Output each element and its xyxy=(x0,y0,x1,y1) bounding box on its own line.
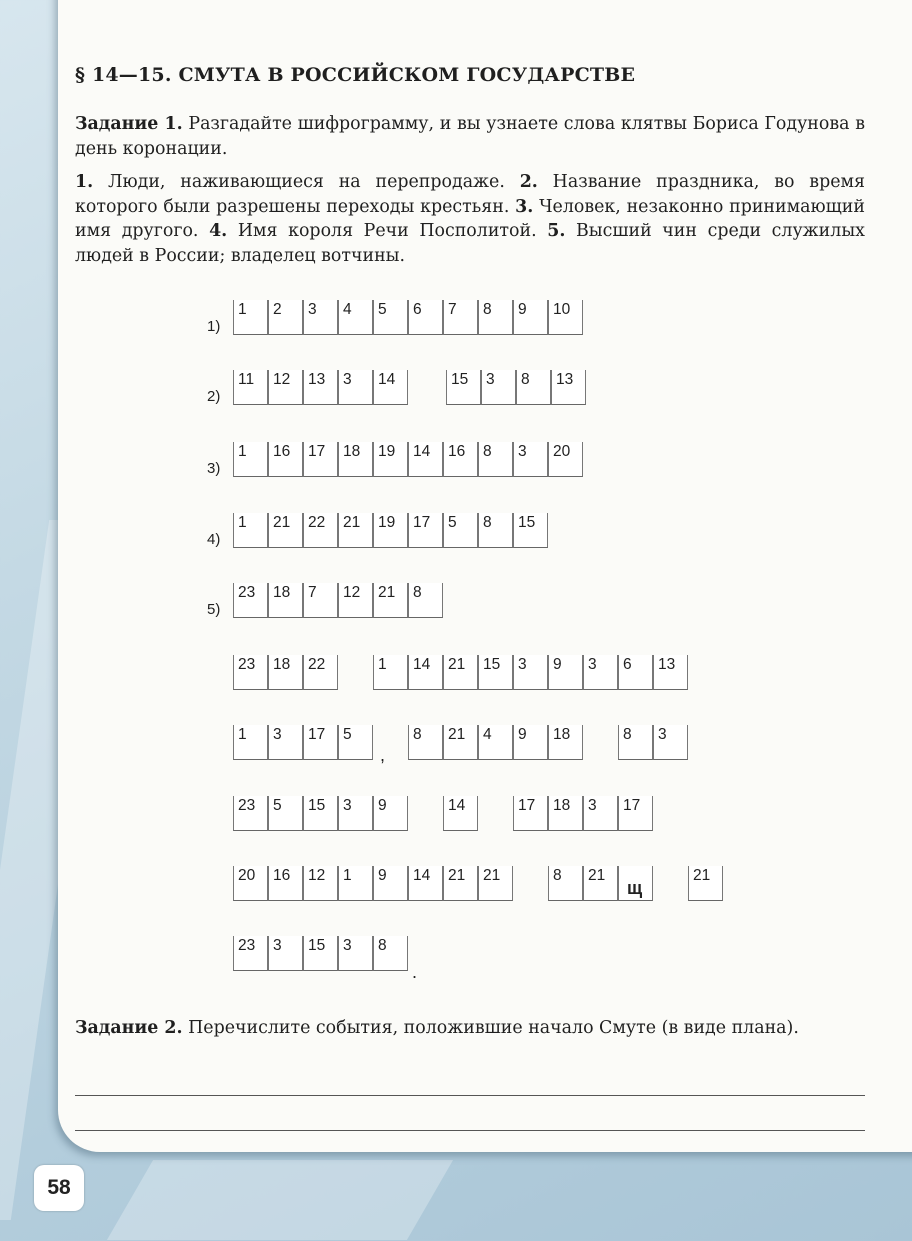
cipher-cell: 8 xyxy=(548,866,583,901)
clue-text: Люди, наживающиеся на перепродаже. xyxy=(93,172,520,192)
cipher-cell: 1 xyxy=(233,725,268,760)
cipher-cell: 14 xyxy=(408,655,443,690)
cipher-cell: 7 xyxy=(303,583,338,618)
cipher-cell: 12 xyxy=(338,583,373,618)
punctuation-mark: , xyxy=(380,745,386,765)
cipher-cell: 9 xyxy=(373,866,408,901)
cipher-cell: 22 xyxy=(303,655,338,690)
cipher-cell: 23 xyxy=(233,655,268,690)
cipher-cell: 19 xyxy=(373,442,408,477)
cipher-cell: 3 xyxy=(338,370,373,405)
cipher-cell: 15 xyxy=(303,796,338,831)
cipher-cell: 15 xyxy=(446,370,481,405)
answer-line xyxy=(75,1130,865,1131)
cipher-cell: 14 xyxy=(373,370,408,405)
cipher-cell: 4 xyxy=(338,300,373,335)
cipher-cell: 16 xyxy=(268,866,303,901)
clue-list xyxy=(75,170,865,268)
cipher-cell: 8 xyxy=(373,936,408,971)
cipher-cell: 22 xyxy=(303,513,338,548)
task-2-instruction: Перечислите события, положившие начало Смуте (в виде плана). xyxy=(182,1018,799,1038)
row-number-label: 3) xyxy=(207,460,221,477)
clue-text: Человек, незаконно принимающий имя другого. xyxy=(75,196,865,241)
cipher-cell: 18 xyxy=(268,655,303,690)
task-1-text xyxy=(75,112,865,161)
row-number-label: 5) xyxy=(207,601,221,618)
task-2-text xyxy=(75,1016,865,1041)
task-1-label: Задание 1. xyxy=(75,114,183,134)
clue-number: 2. xyxy=(519,172,538,192)
cipher-cell: 1 xyxy=(338,866,373,901)
cipher-cell: 17 xyxy=(513,796,548,831)
background-streak xyxy=(107,1160,453,1240)
cipher-cell: 11 xyxy=(233,370,268,405)
cipher-cell: 15 xyxy=(513,513,548,548)
cipher-cell: 21 xyxy=(443,866,478,901)
cipher-cell: 5 xyxy=(373,300,408,335)
cipher-cell: 3 xyxy=(583,655,618,690)
cipher-cell: 9 xyxy=(513,300,548,335)
page-number: 58 xyxy=(34,1165,84,1211)
cipher-cell: 21 xyxy=(583,866,618,901)
cipher-cell: 8 xyxy=(516,370,551,405)
cipher-cell: 2 xyxy=(268,300,303,335)
cipher-cell: 8 xyxy=(478,442,513,477)
section-heading: § 14—15. СМУТА В РОССИЙСКОМ ГОСУДАРСТВЕ xyxy=(75,64,636,86)
cipher-cell: 18 xyxy=(548,796,583,831)
cipher-cell: 18 xyxy=(268,583,303,618)
clue-text: Название праздника, во время которого были разрешены переходы крестьян. xyxy=(75,172,865,217)
cipher-cell: 8 xyxy=(478,300,513,335)
row-number-label: 1) xyxy=(207,318,221,335)
cipher-cell: 17 xyxy=(303,725,338,760)
cipher-cell: 1 xyxy=(233,513,268,548)
cipher-cell: 14 xyxy=(443,796,478,831)
answer-line xyxy=(75,1095,865,1096)
clue-number: 1. xyxy=(75,172,94,192)
cipher-cell: 13 xyxy=(551,370,586,405)
cipher-cell: 18 xyxy=(338,442,373,477)
cipher-cell: 6 xyxy=(408,300,443,335)
cipher-cell: 9 xyxy=(513,725,548,760)
clue-text: Высший чин среди служилых людей в России; владелец вотчины. xyxy=(75,221,865,266)
cipher-cell: 5 xyxy=(443,513,478,548)
clue-number: 5. xyxy=(547,221,566,241)
cipher-cell: 23 xyxy=(233,583,268,618)
cipher-cell: 21 xyxy=(373,583,408,618)
cipher-cell: 19 xyxy=(373,513,408,548)
cipher-cell: 16 xyxy=(268,442,303,477)
cipher-cell: 17 xyxy=(408,513,443,548)
cipher-cell: 21 xyxy=(268,513,303,548)
cipher-cell: 5 xyxy=(338,725,373,760)
cipher-cell: 8 xyxy=(408,725,443,760)
cipher-cell: 8 xyxy=(618,725,653,760)
cipher-cell: 9 xyxy=(373,796,408,831)
cipher-cell: 3 xyxy=(338,936,373,971)
cipher-cell: 7 xyxy=(443,300,478,335)
cipher-cell: 21 xyxy=(478,866,513,901)
cipher-cell: 3 xyxy=(513,442,548,477)
cipher-cell: 21 xyxy=(443,725,478,760)
cipher-cell: 3 xyxy=(268,936,303,971)
cipher-cell: 3 xyxy=(268,725,303,760)
row-number-label: 4) xyxy=(207,531,221,548)
cipher-cell: 5 xyxy=(268,796,303,831)
cipher-cell: 12 xyxy=(303,866,338,901)
row-number-label: 2) xyxy=(207,388,221,405)
cipher-cell: 3 xyxy=(481,370,516,405)
cipher-cell: щ xyxy=(618,866,653,901)
cipher-cell: 8 xyxy=(478,513,513,548)
cipher-cell: 13 xyxy=(653,655,688,690)
cipher-cell: 1 xyxy=(373,655,408,690)
task-1-instruction: Разгадайте шифрограмму, и вы узнаете слова клятвы Бориса Годунова в день коронации. xyxy=(75,114,865,159)
cipher-cell: 3 xyxy=(653,725,688,760)
cipher-cell: 23 xyxy=(233,936,268,971)
task-2-label: Задание 2. xyxy=(75,1018,183,1038)
cipher-cell: 4 xyxy=(478,725,513,760)
cipher-cell: 9 xyxy=(548,655,583,690)
punctuation-mark: . xyxy=(412,962,418,982)
clue-text: Имя короля Речи Посполитой. xyxy=(227,221,548,241)
cipher-cell: 6 xyxy=(618,655,653,690)
cipher-cell: 14 xyxy=(408,866,443,901)
cipher-cell: 15 xyxy=(303,936,338,971)
clue-number: 4. xyxy=(209,221,228,241)
cipher-cell: 12 xyxy=(268,370,303,405)
cipher-cell: 3 xyxy=(338,796,373,831)
cipher-cell: 20 xyxy=(233,866,268,901)
cipher-cell: 17 xyxy=(303,442,338,477)
cipher-cell: 1 xyxy=(233,300,268,335)
cipher-cell: 8 xyxy=(408,583,443,618)
cipher-cell: 14 xyxy=(408,442,443,477)
cipher-cell: 3 xyxy=(303,300,338,335)
cipher-cell: 1 xyxy=(233,442,268,477)
cipher-cell: 21 xyxy=(338,513,373,548)
clue-number: 3. xyxy=(515,196,534,217)
cipher-cell: 15 xyxy=(478,655,513,690)
cipher-cell: 21 xyxy=(688,866,723,901)
cipher-cell: 3 xyxy=(513,655,548,690)
cipher-cell: 16 xyxy=(443,442,478,477)
cipher-cell: 3 xyxy=(583,796,618,831)
cipher-cell: 23 xyxy=(233,796,268,831)
cipher-cell: 18 xyxy=(548,725,583,760)
cipher-cell: 21 xyxy=(443,655,478,690)
cipher-cell: 17 xyxy=(618,796,653,831)
cipher-cell: 20 xyxy=(548,442,583,477)
cipher-cell: 13 xyxy=(303,370,338,405)
cipher-cell: 10 xyxy=(548,300,583,335)
